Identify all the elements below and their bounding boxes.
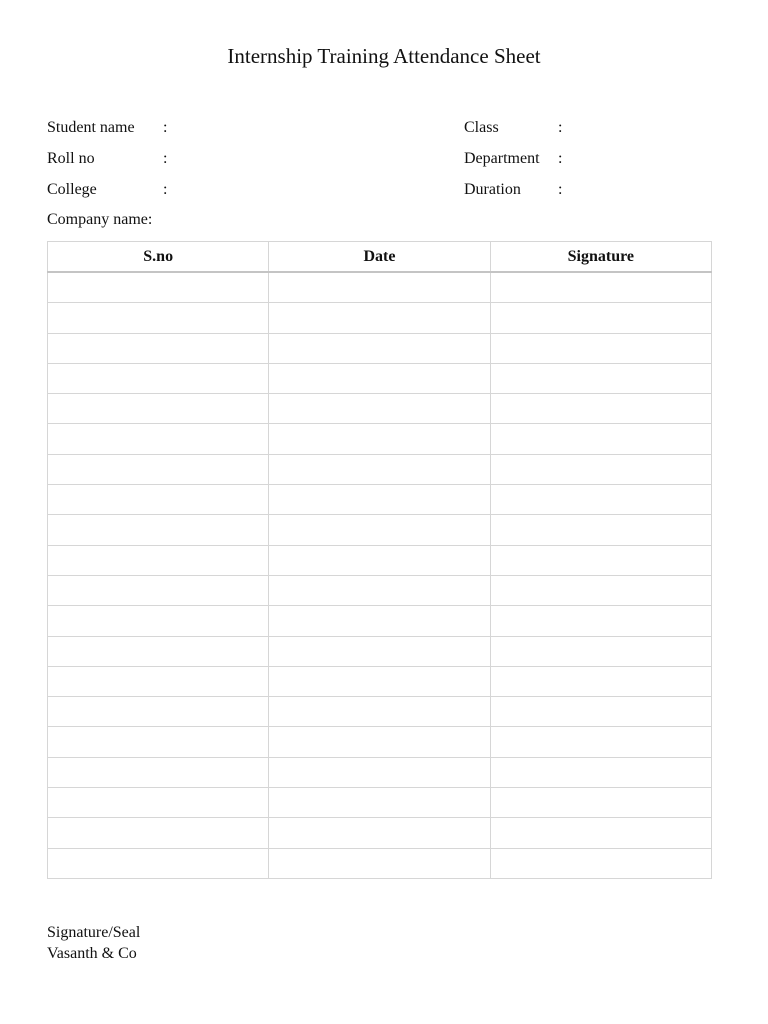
- field-label: Roll no: [47, 150, 95, 167]
- signature-cell[interactable]: [490, 727, 711, 757]
- table-header-row: [48, 242, 712, 273]
- sno-cell[interactable]: [48, 424, 269, 454]
- table-row: [48, 545, 712, 575]
- field-separator: :: [558, 119, 563, 136]
- signature-cell[interactable]: [490, 424, 711, 454]
- page-title: Internship Training Attendance Sheet: [227, 44, 541, 68]
- sno-cell[interactable]: [48, 272, 269, 303]
- table-row: [48, 636, 712, 666]
- company-name: Vasanth & Co: [47, 945, 137, 962]
- field-department: [464, 148, 664, 170]
- attendance-table-body: [48, 272, 712, 878]
- sno-cell[interactable]: [48, 818, 269, 848]
- field-company-name: Company name:: [47, 211, 153, 228]
- sno-cell[interactable]: [48, 606, 269, 636]
- field-label: College: [47, 181, 97, 198]
- date-cell[interactable]: [269, 818, 490, 848]
- table-row: [48, 727, 712, 757]
- date-cell[interactable]: [269, 697, 490, 727]
- sno-cell[interactable]: [48, 454, 269, 484]
- sno-cell[interactable]: [48, 727, 269, 757]
- signature-cell[interactable]: [490, 697, 711, 727]
- column-header-sno: S.no: [48, 242, 269, 273]
- sno-cell[interactable]: [48, 575, 269, 605]
- date-cell[interactable]: [269, 272, 490, 303]
- sno-cell[interactable]: [48, 636, 269, 666]
- field-roll-no: [47, 148, 247, 170]
- table-row: [48, 272, 712, 303]
- signature-cell[interactable]: [490, 272, 711, 303]
- sno-cell[interactable]: [48, 303, 269, 333]
- column-header-date: Date: [269, 242, 490, 273]
- table-row: [48, 697, 712, 727]
- signature-cell[interactable]: [490, 454, 711, 484]
- signature-cell[interactable]: [490, 848, 711, 878]
- table-row: [48, 333, 712, 363]
- signature-block: [47, 922, 140, 964]
- sno-cell[interactable]: [48, 485, 269, 515]
- sno-cell[interactable]: [48, 848, 269, 878]
- sno-cell[interactable]: [48, 363, 269, 393]
- table-row: [48, 575, 712, 605]
- date-cell[interactable]: [269, 333, 490, 363]
- date-cell[interactable]: [269, 666, 490, 696]
- table-row: [48, 757, 712, 787]
- table-row: [48, 515, 712, 545]
- date-cell[interactable]: [269, 485, 490, 515]
- table-row: [48, 454, 712, 484]
- field-separator: :: [558, 181, 563, 198]
- table-row: [48, 424, 712, 454]
- table-row: [48, 363, 712, 393]
- signature-cell[interactable]: [490, 636, 711, 666]
- date-cell[interactable]: [269, 848, 490, 878]
- signature-cell[interactable]: [490, 606, 711, 636]
- field-separator: :: [163, 181, 168, 198]
- table-row: [48, 394, 712, 424]
- signature-cell[interactable]: [490, 757, 711, 787]
- signature-cell[interactable]: [490, 788, 711, 818]
- column-header-signature: Signature: [490, 242, 711, 273]
- date-cell[interactable]: [269, 394, 490, 424]
- field-duration: [464, 179, 664, 201]
- field-separator: :: [163, 119, 168, 136]
- table-row: [48, 818, 712, 848]
- signature-cell[interactable]: [490, 515, 711, 545]
- field-separator: :: [558, 150, 563, 167]
- date-cell[interactable]: [269, 606, 490, 636]
- field-separator: :: [163, 150, 168, 167]
- table-row: [48, 848, 712, 878]
- field-label: Department: [464, 150, 540, 167]
- date-cell[interactable]: [269, 575, 490, 605]
- date-cell[interactable]: [269, 454, 490, 484]
- signature-cell[interactable]: [490, 363, 711, 393]
- date-cell[interactable]: [269, 545, 490, 575]
- attendance-table: [47, 241, 712, 879]
- date-cell[interactable]: [269, 636, 490, 666]
- field-label: Class: [464, 119, 499, 136]
- field-label: Student name: [47, 119, 135, 136]
- signature-cell[interactable]: [490, 333, 711, 363]
- signature-cell[interactable]: [490, 575, 711, 605]
- date-cell[interactable]: [269, 757, 490, 787]
- sno-cell[interactable]: [48, 757, 269, 787]
- signature-cell[interactable]: [490, 394, 711, 424]
- table-row: [48, 788, 712, 818]
- table-row: [48, 303, 712, 333]
- sno-cell[interactable]: [48, 666, 269, 696]
- signature-cell[interactable]: [490, 303, 711, 333]
- signature-seal-label: Signature/Seal: [47, 924, 141, 941]
- signature-cell[interactable]: [490, 485, 711, 515]
- field-college: [47, 179, 247, 201]
- date-cell[interactable]: [269, 788, 490, 818]
- sno-cell[interactable]: [48, 697, 269, 727]
- date-cell[interactable]: [269, 727, 490, 757]
- field-student-name: [47, 117, 247, 139]
- field-class: [464, 117, 664, 139]
- field-label: Duration: [464, 181, 521, 198]
- table-row: [48, 606, 712, 636]
- date-cell[interactable]: [269, 424, 490, 454]
- sno-cell[interactable]: [48, 788, 269, 818]
- signature-cell[interactable]: [490, 818, 711, 848]
- sno-cell[interactable]: [48, 394, 269, 424]
- sno-cell[interactable]: [48, 333, 269, 363]
- signature-cell[interactable]: [490, 666, 711, 696]
- date-cell[interactable]: [269, 363, 490, 393]
- sno-cell[interactable]: [48, 545, 269, 575]
- date-cell[interactable]: [269, 303, 490, 333]
- table-row: [48, 666, 712, 696]
- signature-cell[interactable]: [490, 545, 711, 575]
- table-row: [48, 485, 712, 515]
- sno-cell[interactable]: [48, 515, 269, 545]
- date-cell[interactable]: [269, 515, 490, 545]
